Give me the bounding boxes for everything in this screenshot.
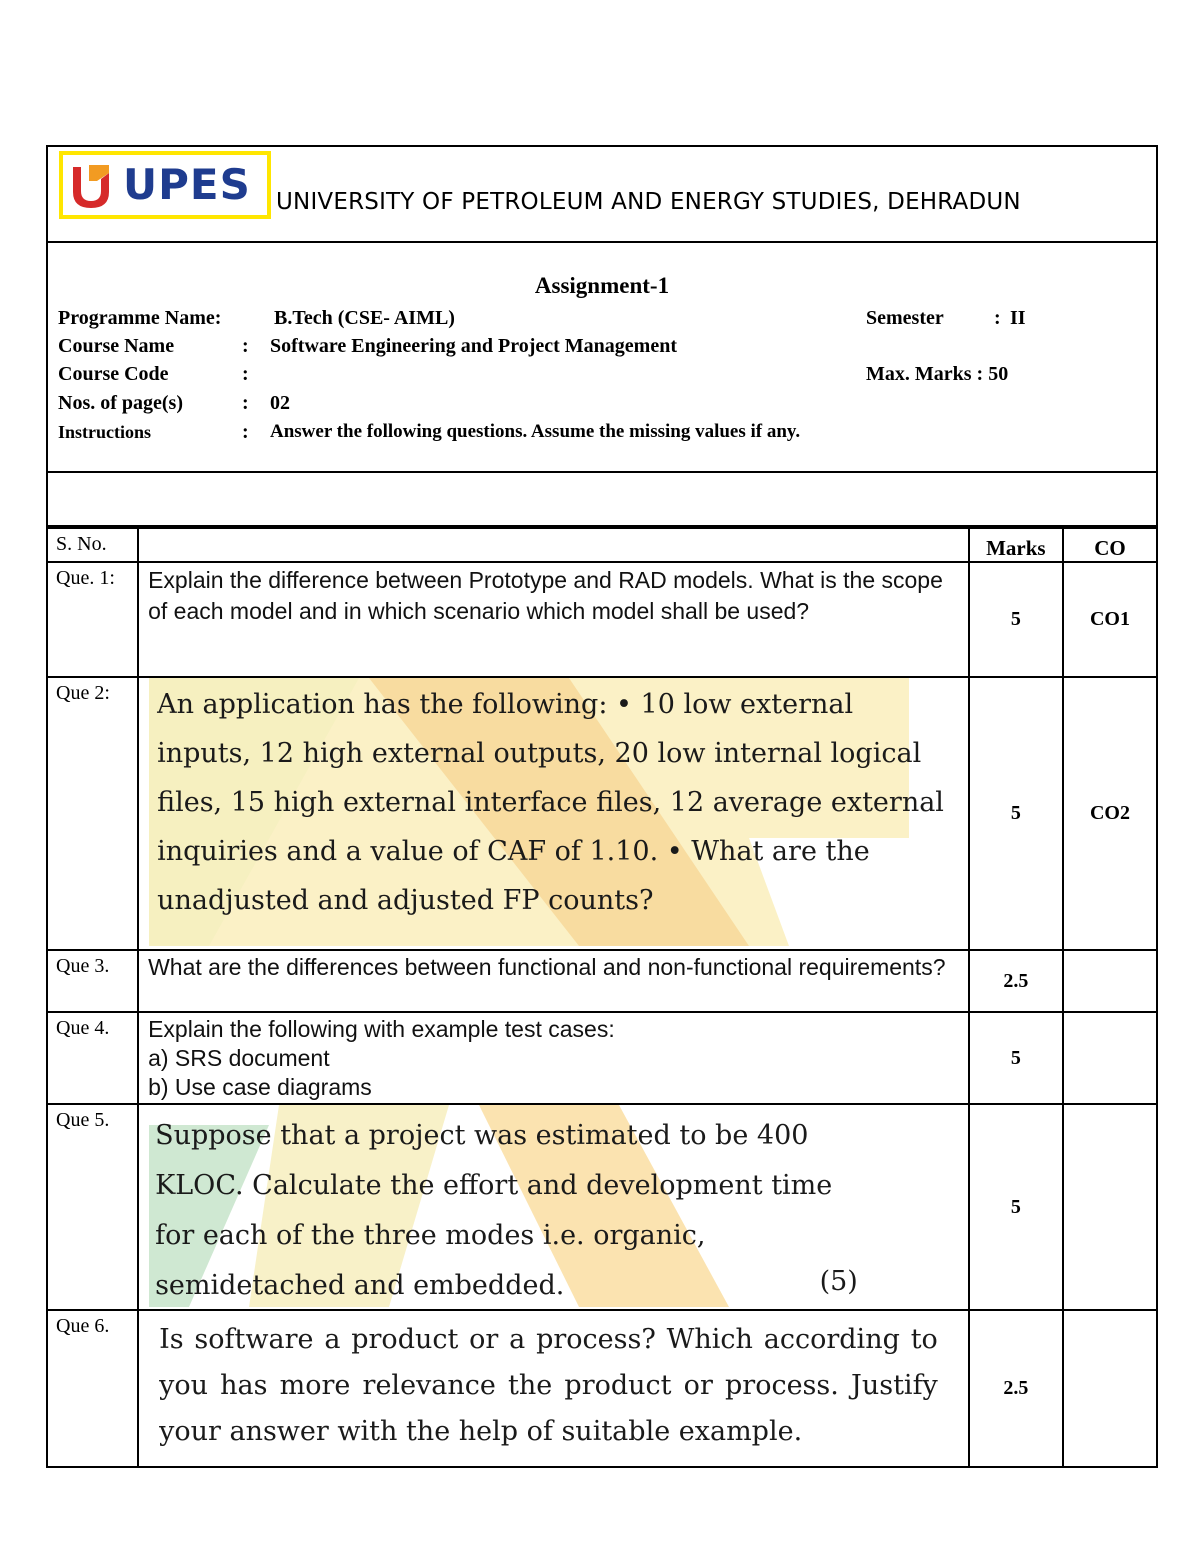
question-number: Que 3. <box>48 950 138 1012</box>
upes-logo <box>59 151 271 219</box>
question-cell <box>138 562 969 677</box>
question-cell <box>138 1104 969 1310</box>
question-co: CO2 <box>1063 677 1156 950</box>
question-cell <box>138 677 969 950</box>
assignment-title: Assignment-1 <box>534 273 670 298</box>
questions-table <box>48 527 1156 1466</box>
question-cell <box>138 950 969 1012</box>
question-marks: 5 <box>969 562 1063 677</box>
question-header <box>138 528 969 562</box>
table-row <box>48 677 1156 950</box>
co-header: CO <box>1063 528 1156 562</box>
question-text: Suppose that a project was estimated to be 400 KLOC. Calculate the effort and development time for each of the three modes i.e. organic, semidetached and embedded. <box>155 1120 833 1301</box>
sno-header: S. No. <box>48 528 138 562</box>
header-band <box>48 147 1156 243</box>
logo-text: UPES <box>123 160 251 209</box>
pages-label: Nos. of page(s) <box>58 392 183 414</box>
semester-row <box>866 304 1026 332</box>
question-number: Que 4. <box>48 1012 138 1104</box>
blank-row <box>48 473 1156 527</box>
question-number: Que. 1: <box>48 562 138 677</box>
semester-label: Semester <box>866 307 944 329</box>
table-row <box>48 1012 1156 1104</box>
course-name-label: Course Name <box>58 335 175 357</box>
question-co: CO1 <box>1063 562 1156 677</box>
question-number: Que 5. <box>48 1104 138 1310</box>
question-text: What are the differences between functional and non-functional requirements? <box>148 954 946 980</box>
course-name-value: Software Engineering and Project Management <box>270 335 677 357</box>
question-line: Explain the following with example test cases: <box>148 1016 615 1042</box>
table-row <box>48 950 1156 1012</box>
colon: : <box>242 392 249 414</box>
question-cell <box>138 1012 969 1104</box>
table-row <box>48 1310 1156 1466</box>
semester-value: II <box>1010 307 1026 329</box>
instructions-value: Answer the following questions. Assume the missing values if any. <box>270 421 801 442</box>
question-text <box>139 1013 968 1102</box>
marks-header: Marks <box>969 528 1063 562</box>
programme-label: Programme Name: <box>58 307 222 329</box>
instructions-label: Instructions <box>58 422 152 442</box>
question-marks: 2.5 <box>969 950 1063 1012</box>
question-line: b) Use case diagrams <box>148 1074 372 1100</box>
question-text: Is software a product or a process? Which according to you has more relevance the product or process. Justify your answer with the help of suitable example. <box>159 1324 938 1447</box>
question-number: Que 6. <box>48 1310 138 1466</box>
university-name: UNIVERSITY OF PETROLEUM AND ENERGY STUDIES, DEHRADUN <box>276 189 1021 215</box>
colon: : <box>242 335 249 357</box>
pages-value: 02 <box>270 392 290 414</box>
question-cell <box>138 1310 969 1466</box>
programme-value: B.Tech (CSE- AIML) <box>274 307 455 329</box>
question-co <box>1063 1104 1156 1310</box>
question-number: Que 2: <box>48 677 138 950</box>
course-code-label: Course Code <box>58 363 169 385</box>
table-row <box>48 562 1156 677</box>
max-marks: Max. Marks : 50 <box>866 363 1009 385</box>
upes-logo-icon <box>69 161 115 209</box>
assignment-info <box>48 243 1156 473</box>
scanned-question <box>139 678 968 946</box>
question-text: An application has the following: • 10 low external inputs, 12 high external outputs, 20 low internal logical files, 15 high external interface files, 12 average external inquiries and a value of CAF of 1.10. • What are the unadjusted and adjusted FP counts? <box>157 689 944 916</box>
question-marks: 5 <box>969 1104 1063 1310</box>
scanned-question <box>139 1105 968 1307</box>
question-co <box>1063 1310 1156 1466</box>
colon: : <box>242 363 249 385</box>
table-header-row <box>48 528 1156 562</box>
question-line: a) SRS document <box>148 1045 330 1071</box>
question-co <box>1063 1012 1156 1104</box>
question-marks: 5 <box>969 1012 1063 1104</box>
table-row <box>48 1104 1156 1310</box>
question-marks: 2.5 <box>969 1310 1063 1466</box>
assignment-sheet <box>46 145 1158 1468</box>
colon: : <box>242 421 249 443</box>
colon: : <box>994 307 1001 329</box>
question-marks: 5 <box>969 677 1063 950</box>
question-co <box>1063 950 1156 1012</box>
question-text: Explain the difference between Prototype and RAD models. What is the scope of each model and in which scenario which model shall be used? <box>148 567 943 624</box>
question-marks-tag: (5) <box>819 1266 858 1297</box>
